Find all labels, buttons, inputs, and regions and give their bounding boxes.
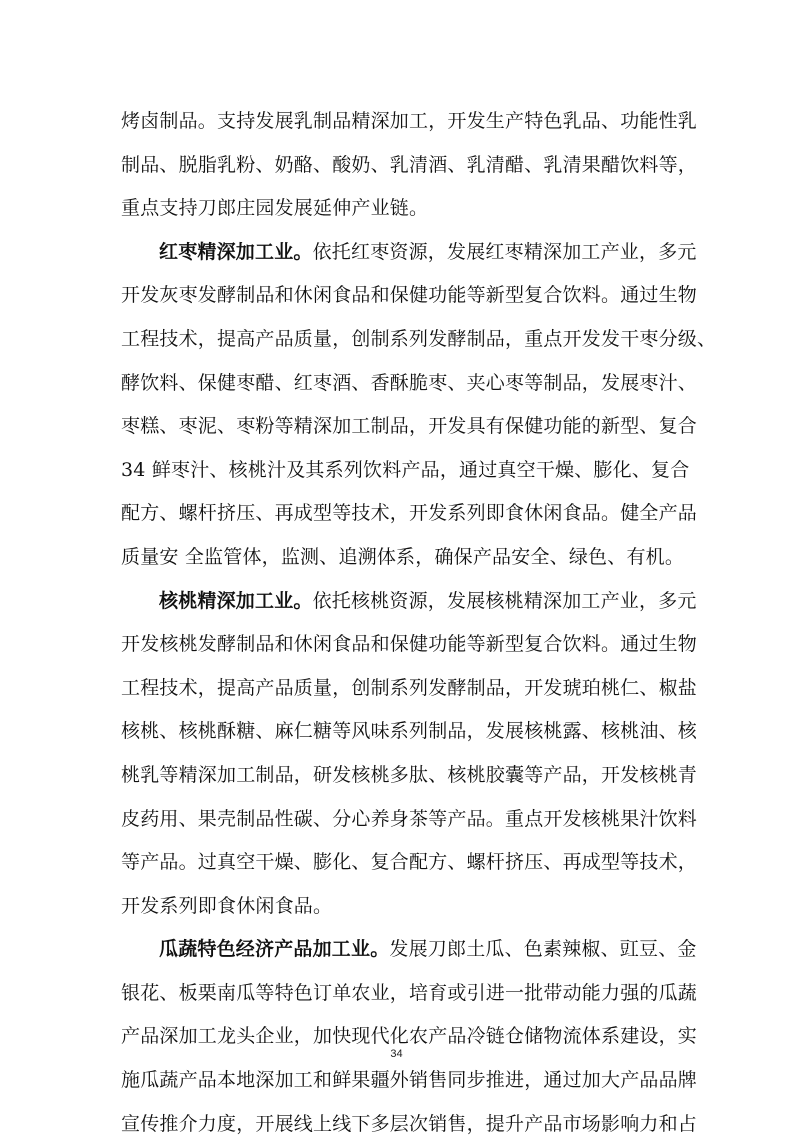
text-line: 工程技术，提高产品质量，创制系列发酵制品，开发琥珀桃仁、椒盐 — [121, 676, 698, 699]
text-line: 等产品。过真空干燥、膨化、复合配方、螺杆挤压、再成型等技术， — [121, 851, 698, 874]
paragraph-first-line — [121, 231, 697, 275]
page-number: 34 — [390, 1048, 403, 1060]
text-line: 皮药用、果壳制品性碳、分心养身茶等产品。重点开发核桃果汁饮料 — [121, 807, 698, 830]
text-span: 发展刀郎土瓜、色素辣椒、豇豆、金 — [389, 938, 697, 961]
text-line: 烤卤制品。支持发展乳制品精深加工，开发生产特色乳品、功能性乳 — [121, 110, 698, 132]
text-line: 配方、螺杆挤压、再成型等技术，开发系列即食休闲食品。健全产品 — [121, 502, 698, 525]
paragraph-first-line — [121, 928, 697, 972]
text-line: 开发灰枣发酵制品和休闲食品和保健功能等新型复合饮料。通过生物 — [121, 284, 698, 307]
text-line: 核桃、核桃酥糖、麻仁糖等风味系列制品，发展核桃露、核桃油、核 — [121, 720, 698, 743]
text-span: 依托核桃资源，发展核桃精深加工产业，多元 — [312, 589, 697, 612]
text-line: 质量安 全监管体，监测、追溯体系，确保产品安全、绿色、有机。 — [121, 545, 685, 568]
body-text — [121, 100, 717, 1146]
text-line: 产品深加工龙头企业，加快现代化农产品冷链仓储物流体系建设，实 — [121, 1025, 698, 1048]
text-line: 开发核桃发酵制品和休闲食品和保健功能等新型复合饮料。通过生物 — [121, 633, 698, 656]
text-line: 制品、脱脂乳粉、奶酪、酸奶、乳清酒、乳清醋、乳清果醋饮料等， — [121, 153, 698, 176]
text-line: 开发系列即食休闲食品。 — [121, 894, 333, 917]
text-line: 宣传推介力度，开展线上线下多层次销售，提升产品市场影响力和占 — [121, 1112, 698, 1135]
text-line: 银花、板栗南瓜等特色订单农业，培育或引进一批带动能力强的瓜蔬 — [121, 981, 698, 1004]
text-line: 桃乳等精深加工制品，研发核桃多肽、核桃胶囊等产品，开发核桃青 — [121, 763, 698, 786]
section-heading-walnut: 核桃精深加工业。 — [159, 589, 313, 612]
text-line: 工程技术，提高产品质量，创制系列发酵制品，重点开发发干枣分级、 — [121, 327, 717, 350]
paragraph-first-line — [121, 580, 697, 624]
text-span: 依托红枣资源，发展红枣精深加工产业，多元 — [312, 240, 697, 263]
text-line: 枣糕、枣泥、枣粉等精深加工制品，开发具有保健功能的新型、复合 — [121, 415, 698, 438]
text-line: 34 鲜枣汁、核桃汁及其系列饮料产品，通过真空干燥、膨化、复合 — [121, 458, 690, 481]
text-line: 酵饮料、保健枣醋、红枣酒、香酥脆枣、夹心枣等制品，发展枣汁、 — [121, 371, 698, 394]
text-line: 施瓜蔬产品本地深加工和鲜果疆外销售同步推进，通过加大产品品牌 — [121, 1069, 698, 1092]
text-line: 重点支持刀郎庄园发展延伸产业链。 — [121, 197, 429, 220]
section-heading-jujube: 红枣精深加工业。 — [159, 240, 313, 263]
section-heading-melon-vegetable: 瓜蔬特色经济产品加工业。 — [159, 938, 390, 961]
